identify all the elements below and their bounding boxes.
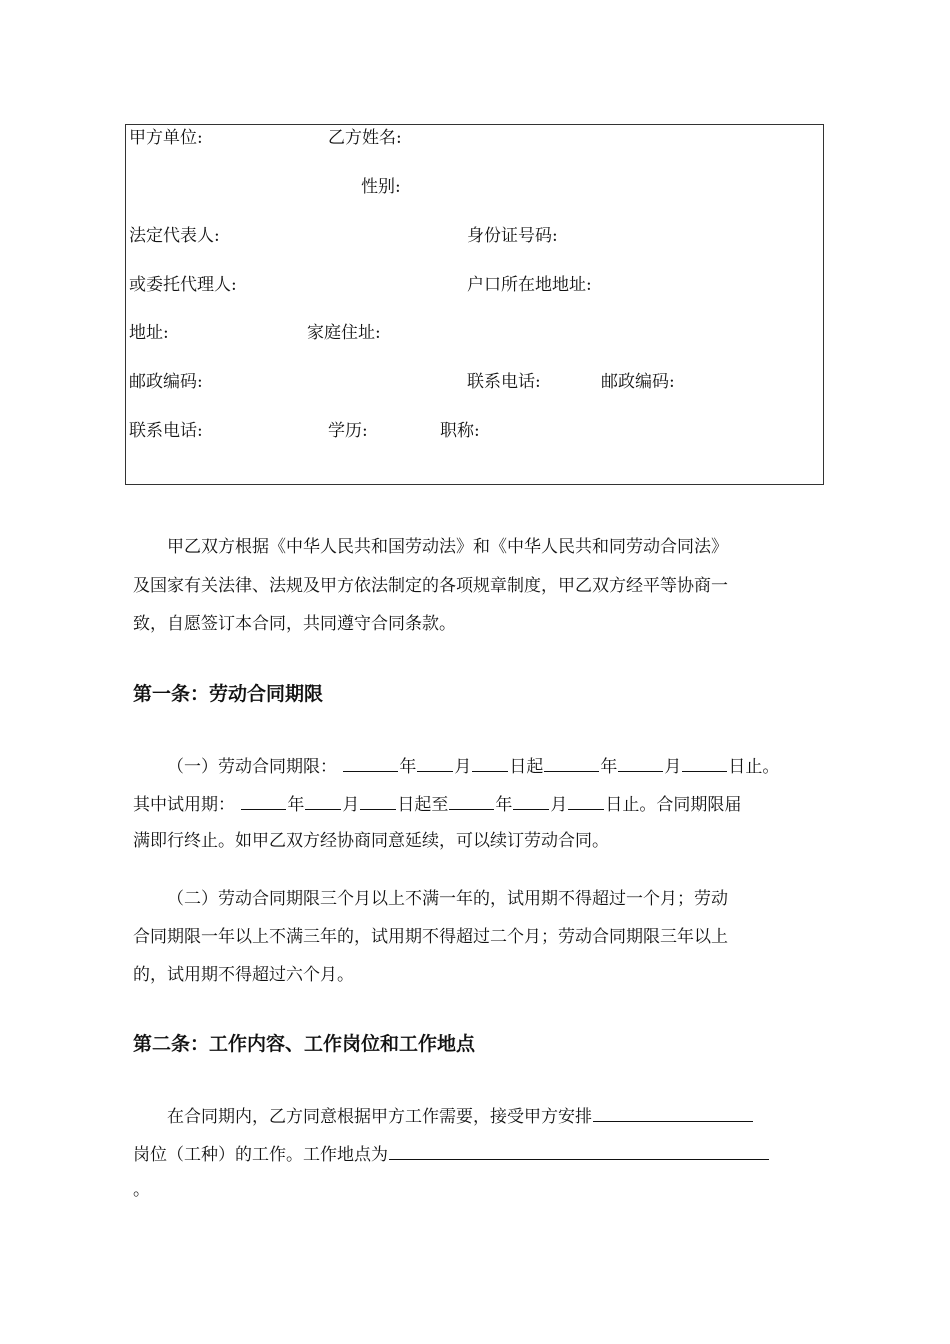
phone-b-label: 联系电话: (467, 372, 541, 392)
work-line-2 (133, 1144, 770, 1165)
term-line-1 (167, 756, 779, 777)
work-text-1: 在合同期内，乙方同意根据甲方工作需要，接受甲方安排 (167, 1107, 592, 1127)
intro-line-1: 甲乙双方根据《中华人民共和国劳动法》和《中华人民共和同劳动合同法》 (167, 537, 728, 557)
term-label: （一）劳动合同期限： (167, 757, 337, 777)
start-day-blank[interactable] (472, 756, 508, 772)
probation-label: 其中试用期： (133, 795, 235, 815)
address-label: 地址: (129, 323, 169, 343)
start-month-blank[interactable] (417, 756, 453, 772)
intro-line-3: 致，自愿签订本合同，共同遵守合同条款。 (133, 614, 456, 634)
work-line-1 (167, 1106, 754, 1127)
end-year-blank[interactable] (544, 756, 599, 772)
phone-a-label: 联系电话: (129, 421, 203, 441)
term-line-3: 满即行终止。如甲乙双方经协商同意延续，可以续订劳动合同。 (133, 831, 609, 851)
year-text: 年 (399, 757, 417, 777)
intro-line-2: 及国家有关法律、法规及甲方依法制定的各项规章制度，甲乙双方经平等协商一 (133, 576, 728, 596)
day-until-text: 日起至 (397, 795, 449, 815)
month-text: 月 (664, 757, 682, 777)
id-number-label: 身份证号码: (467, 226, 558, 246)
party-b-name-label: 乙方姓名: (328, 128, 402, 148)
probation-start-year-blank[interactable] (241, 794, 286, 810)
probation-start-month-blank[interactable] (305, 794, 341, 810)
month-text: 月 (550, 795, 568, 815)
start-year-blank[interactable] (343, 756, 398, 772)
end-month-blank[interactable] (618, 756, 663, 772)
probation-end-month-blank[interactable] (513, 794, 549, 810)
month-text: 月 (454, 757, 472, 777)
postcode-a-label: 邮政编码: (129, 372, 203, 392)
household-address-label: 户口所在地地址: (467, 275, 592, 295)
agent-label: 或委托代理人: (129, 275, 237, 295)
article-2-heading: 第二条：工作内容、工作岗位和工作地点 (133, 1033, 476, 1055)
article-1-heading: 第一条：劳动合同期限 (133, 683, 324, 705)
legal-rep-label: 法定代表人: (129, 226, 220, 246)
probation-rule-line-1: （二）劳动合同期限三个月以上不满一年的，试用期不得超过一个月；劳动 (167, 889, 728, 909)
year-text: 年 (600, 757, 618, 777)
probation-end-day-blank[interactable] (568, 794, 604, 810)
term-suffix-text: 日止。合同期限届 (605, 795, 742, 815)
probation-rule-line-2: 合同期限一年以上不满三年的，试用期不得超过二个月；劳动合同期限三年以上 (133, 927, 728, 947)
day-to-text: 日止。 (728, 757, 780, 777)
home-address-label: 家庭住址: (307, 323, 381, 343)
probation-start-day-blank[interactable] (360, 794, 396, 810)
month-text: 月 (342, 795, 360, 815)
year-text: 年 (495, 795, 513, 815)
workplace-blank[interactable] (389, 1144, 769, 1160)
title-label: 职称: (440, 421, 480, 441)
education-label: 学历: (328, 421, 368, 441)
probation-rule-line-3: 的，试用期不得超过六个月。 (133, 965, 354, 985)
position-blank[interactable] (593, 1106, 753, 1122)
postcode-b-label: 邮政编码: (601, 372, 675, 392)
day-from-text: 日起 (509, 757, 544, 777)
work-line-3: 。 (133, 1180, 150, 1200)
gender-label: 性别: (361, 177, 401, 197)
year-text: 年 (287, 795, 305, 815)
work-text-2: 岗位（工种）的工作。工作地点为 (133, 1145, 388, 1165)
end-day-blank[interactable] (682, 756, 727, 772)
party-a-unit-label: 甲方单位: (129, 128, 203, 148)
probation-end-year-blank[interactable] (449, 794, 494, 810)
term-line-2 (133, 794, 741, 815)
